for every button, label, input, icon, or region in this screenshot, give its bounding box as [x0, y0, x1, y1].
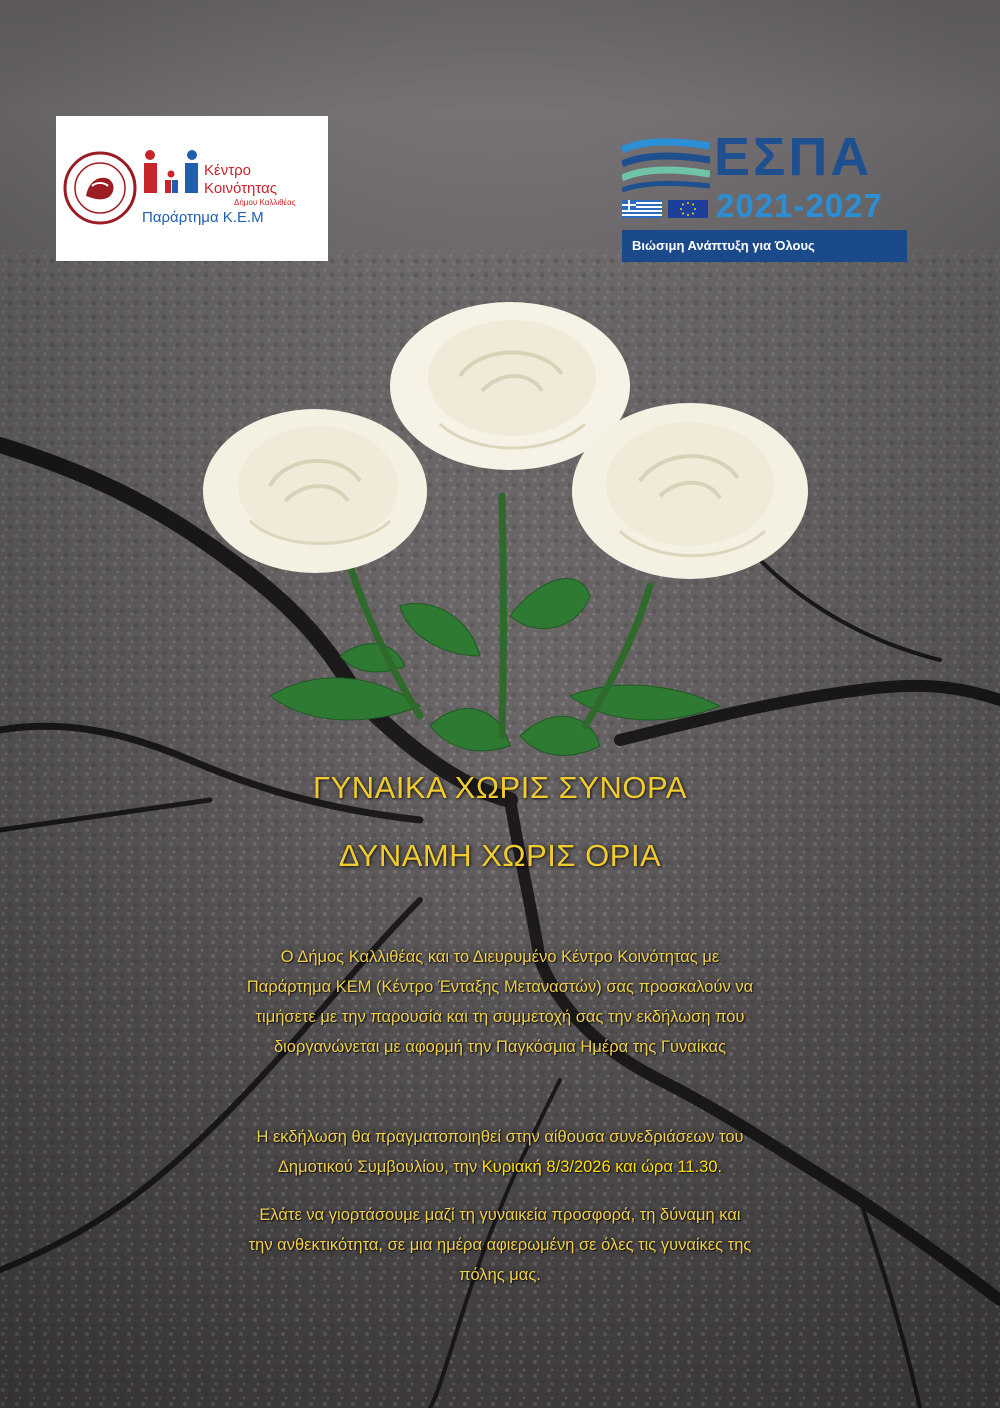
invitation-line3: τιμήσετε με την παρουσία και τη συμμετοχή σας την εκδήλωση που [255, 1008, 745, 1026]
event-line1: Η εκδήλωση θα πραγματοποιηθεί στην αίθουσα συνεδριάσεων του [256, 1128, 744, 1146]
white-roses-illustration [190, 296, 830, 816]
invitation-line4: διοργανώνεται με αφορμή την Παγκόσμια Ημέρα της Γυναίκας [273, 1038, 727, 1056]
invitation-line1: Ο Δήμος Καλλιθέας και το Διευρυμένο Κέντρο Κοινότητας με [280, 948, 720, 966]
event-line2 [130, 1152, 870, 1182]
invitation-line2: Παράρτημα ΚΕΜ (Κέντρο Ένταξης Μεταναστών) σας προσκαλούν να [246, 978, 754, 996]
kem-logo-line1: Κέντρο [204, 162, 251, 179]
kem-logo-line4: Παράρτημα Κ.Ε.Μ [142, 209, 264, 226]
kem-logo-line2: Κοινότητας [204, 180, 278, 197]
kem-logo [56, 116, 328, 261]
dimos-kallitheas-seal-icon [62, 150, 138, 226]
espa-logo [622, 127, 936, 264]
headline-line2: ΔΥΝΑΜΗ ΧΩΡΙΣ ΟΡΙΑ [338, 838, 662, 873]
invitation-paragraph [130, 942, 870, 1062]
espa-slogan: Βιώσιμη Ανάπτυξη για Όλους [632, 238, 815, 253]
community-figures-icon [142, 150, 200, 206]
event-venue-text: Δημοτικού Συμβουλίου, την [277, 1158, 478, 1176]
event-date-time: Κυριακή 8/3/2026 και ώρα 11.30. [481, 1158, 723, 1176]
espa-years: 2021-2027 [716, 187, 883, 224]
espa-waves-icon [622, 136, 710, 196]
closing-line1: Ελάτε να γιορτάσουμε μαζί τη γυναικεία προσφορά, τη δύναμη και [259, 1206, 741, 1224]
espa-slogan-bar [622, 230, 907, 262]
rose-leaves [270, 579, 720, 756]
eu-flag-icon [668, 200, 708, 218]
rose-left [203, 409, 427, 573]
closing-line3: πόλης μας. [459, 1266, 541, 1284]
event-details-paragraph [130, 1122, 870, 1182]
headline-line1: ΓΥΝΑΙΚΑ ΧΩΡΙΣ ΣΥΝΟΡΑ [313, 770, 687, 805]
rose-right [572, 403, 808, 579]
espa-wordmark: ΕΣΠΑ [714, 127, 873, 187]
kem-logo-line3: Δήμου Καλλιθέας [234, 198, 296, 207]
closing-paragraph [130, 1200, 870, 1290]
closing-line2: την ανθεκτικότητα, σε μια ημέρα αφιερωμένη σε όλες τις γυναίκες της [248, 1236, 752, 1254]
greek-flag-icon [622, 200, 662, 218]
